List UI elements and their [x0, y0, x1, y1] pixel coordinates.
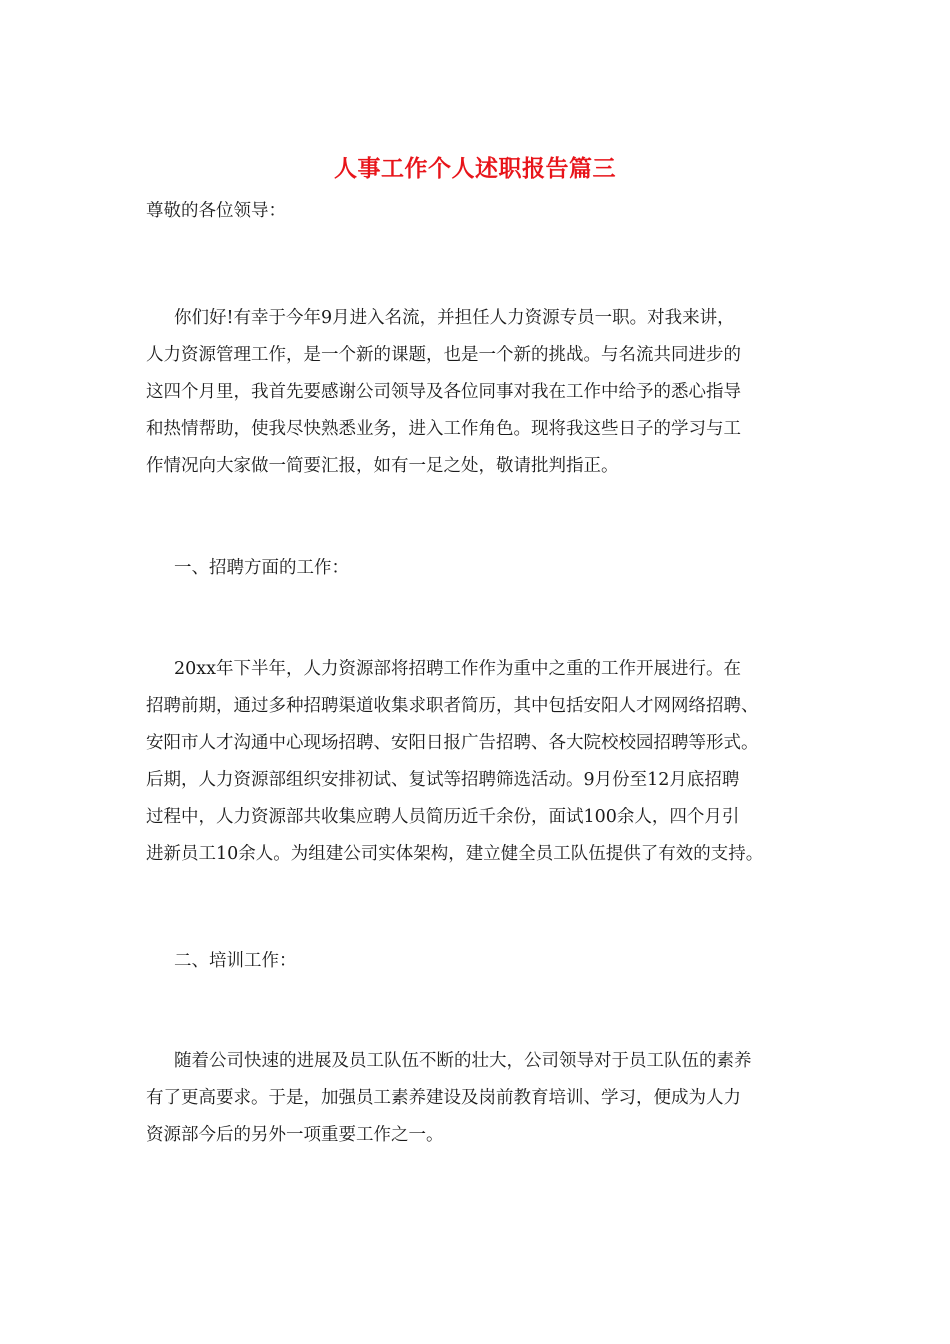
paragraph-line: 进新员工10余人。为组建公司实体架构，建立健全员工队伍提供了有效的支持。 [146, 844, 764, 864]
paragraph-line: 招聘前期，通过多种招聘渠道收集求职者简历，其中包括安阳人才网网络招聘、 [146, 696, 759, 716]
paragraph-line: 和热情帮助，使我尽快熟悉业务，进入工作角色。现将我这些日子的学习与工 [146, 419, 741, 439]
document-title: 人事工作个人述职报告篇三 [334, 155, 616, 182]
paragraph-line: 你们好!有幸于今年9月进入名流，并担任人力资源专员一职。对我来讲， [174, 308, 735, 328]
paragraph-line: 作情况向大家做一简要汇报，如有一足之处，敬请批判指正。 [146, 456, 619, 476]
training-paragraph [146, 1043, 826, 1154]
section-heading-recruitment: 一、招聘方面的工作： [174, 558, 349, 578]
salutation: 尊敬的各位领导： [146, 201, 286, 221]
paragraph-line: 人力资源管理工作，是一个新的课题，也是一个新的挑战。与名流共同进步的 [146, 345, 741, 365]
paragraph-line: 这四个月里，我首先要感谢公司领导及各位同事对我在工作中给予的悉心指导 [146, 382, 741, 402]
paragraph-line: 随着公司快速的进展及员工队伍不断的壮大，公司领导对于员工队伍的素养 [174, 1051, 752, 1071]
intro-paragraph [146, 300, 826, 485]
section-heading-training: 二、培训工作： [174, 951, 297, 971]
paragraph-line: 后期，人力资源部组织安排初试、复试等招聘筛选活动。9月份至12月底招聘 [146, 770, 740, 790]
recruitment-paragraph [146, 651, 826, 873]
paragraph-line: 过程中，人力资源部共收集应聘人员简历近千余份，面试100余人，四个月引 [146, 807, 740, 827]
paragraph-line: 有了更高要求。于是，加强员工素养建设及岗前教育培训、学习，便成为人力 [146, 1088, 741, 1108]
paragraph-line: 20xx年下半年，人力资源部将招聘工作作为重中之重的工作开展进行。在 [174, 659, 742, 679]
paragraph-line: 安阳市人才沟通中心现场招聘、安阳日报广告招聘、各大院校校园招聘等形式。 [146, 733, 759, 753]
paragraph-line: 资源部今后的另外一项重要工作之一。 [146, 1125, 444, 1145]
